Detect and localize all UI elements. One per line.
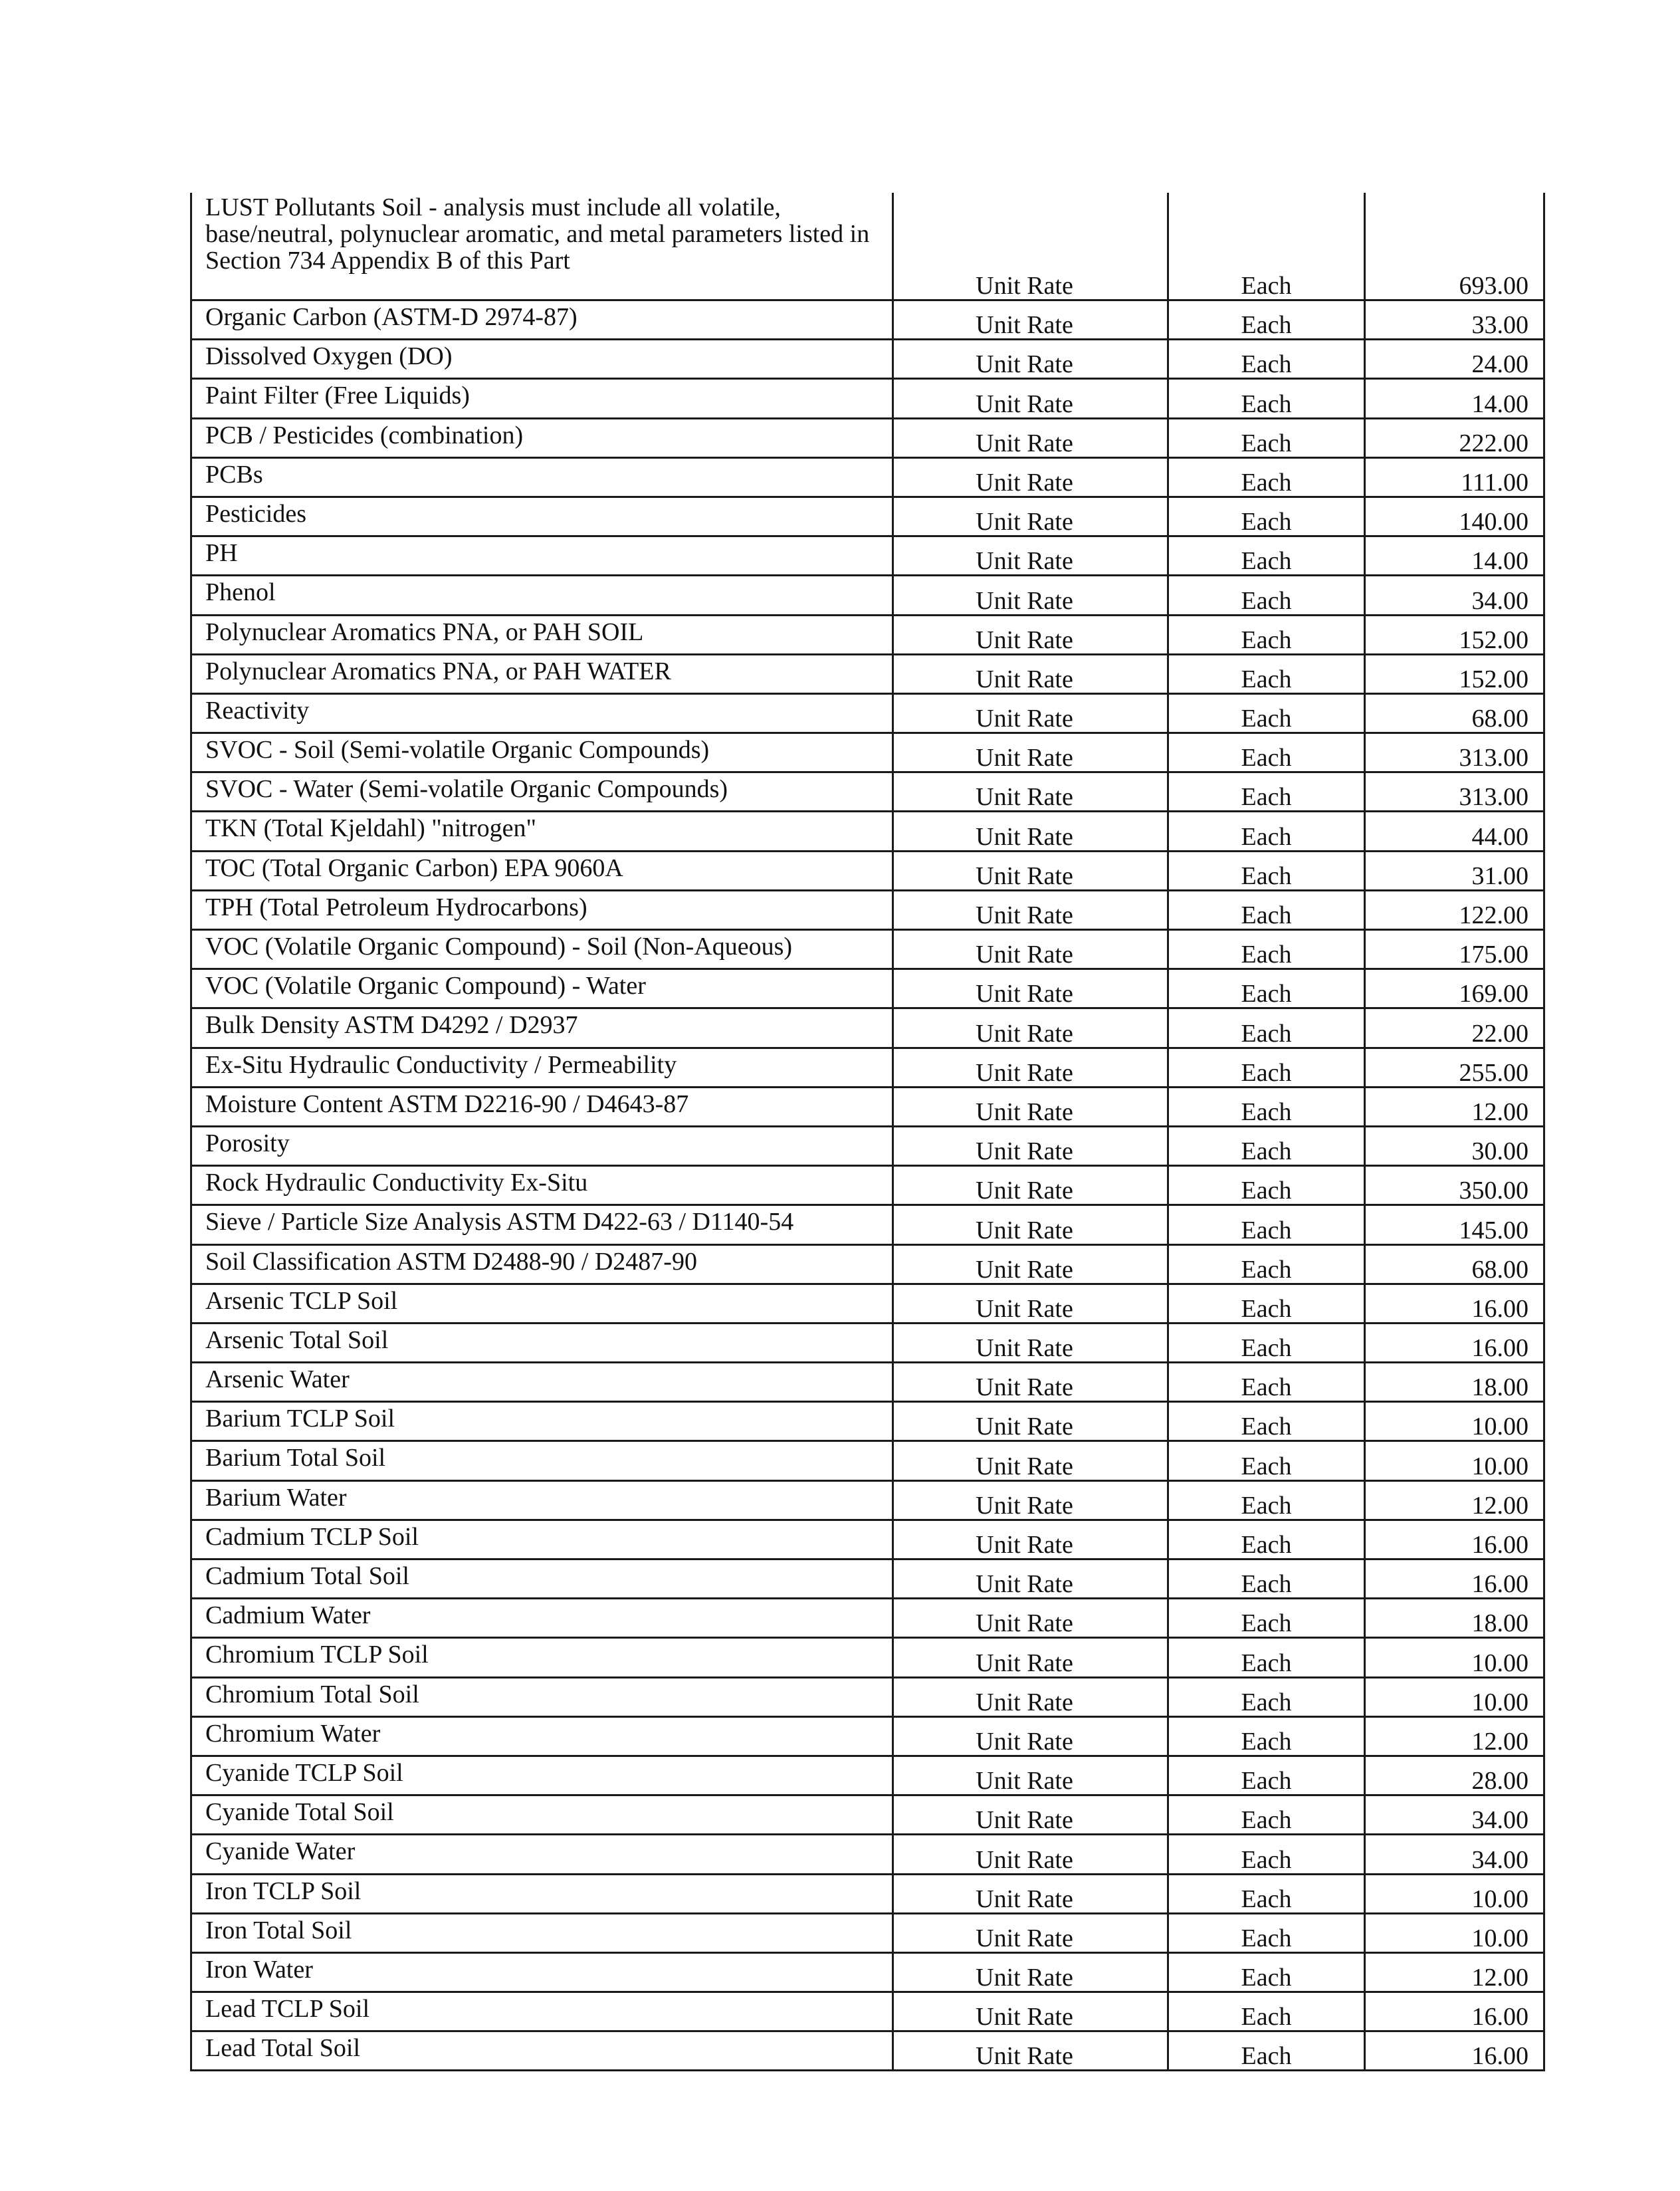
row-rate: 28.00 — [1365, 1756, 1544, 1795]
row-per: Each — [1168, 1166, 1365, 1205]
row-description: Lead Total Soil — [191, 2031, 893, 2071]
row-per: Each — [1168, 457, 1365, 497]
row-description: Chromium Total Soil — [191, 1677, 893, 1716]
row-per: Each — [1168, 1677, 1365, 1716]
row-per: Each — [1168, 1205, 1365, 1244]
row-rate: 10.00 — [1365, 1677, 1544, 1716]
row-unit: Unit Rate — [893, 1126, 1168, 1165]
table-row — [191, 1126, 1544, 1165]
row-per: Each — [1168, 193, 1365, 300]
table-row — [191, 1952, 1544, 1992]
row-rate: 14.00 — [1365, 379, 1544, 418]
row-per: Each — [1168, 733, 1365, 772]
row-per: Each — [1168, 536, 1365, 576]
row-per: Each — [1168, 1599, 1365, 1638]
row-rate: 16.00 — [1365, 1323, 1544, 1362]
row-unit: Unit Rate — [893, 1205, 1168, 1244]
row-description: Arsenic Total Soil — [191, 1323, 893, 1362]
row-description: Rock Hydraulic Conductivity Ex-Situ — [191, 1166, 893, 1205]
table-row — [191, 1480, 1544, 1520]
row-per: Each — [1168, 418, 1365, 457]
table-row — [191, 930, 1544, 969]
row-unit: Unit Rate — [893, 1520, 1168, 1559]
row-rate: 140.00 — [1365, 497, 1544, 536]
row-rate: 12.00 — [1365, 1716, 1544, 1756]
row-per: Each — [1168, 576, 1365, 615]
table-row — [191, 1599, 1544, 1638]
row-unit: Unit Rate — [893, 1992, 1168, 2031]
table-row — [191, 1048, 1544, 1087]
row-unit: Unit Rate — [893, 379, 1168, 418]
row-per: Each — [1168, 1323, 1365, 1362]
row-unit: Unit Rate — [893, 300, 1168, 340]
row-unit: Unit Rate — [893, 1795, 1168, 1835]
row-unit: Unit Rate — [893, 851, 1168, 890]
row-description: Ex-Situ Hydraulic Conductivity / Permeability — [191, 1048, 893, 1087]
row-per: Each — [1168, 1756, 1365, 1795]
row-description: Bulk Density ASTM D4292 / D2937 — [191, 1008, 893, 1048]
table-row — [191, 1638, 1544, 1677]
row-unit: Unit Rate — [893, 1874, 1168, 1913]
row-unit: Unit Rate — [893, 457, 1168, 497]
table-row — [191, 1559, 1544, 1599]
row-per: Each — [1168, 1992, 1365, 2031]
table-row — [191, 1441, 1544, 1480]
row-description: Porosity — [191, 1126, 893, 1165]
row-unit: Unit Rate — [893, 1638, 1168, 1677]
row-rate: 313.00 — [1365, 772, 1544, 812]
row-rate: 68.00 — [1365, 693, 1544, 733]
table-row — [191, 1087, 1544, 1126]
row-rate: 313.00 — [1365, 733, 1544, 772]
row-unit: Unit Rate — [893, 193, 1168, 300]
row-unit: Unit Rate — [893, 930, 1168, 969]
table-row — [191, 1284, 1544, 1323]
row-per: Each — [1168, 1835, 1365, 1874]
row-rate: 16.00 — [1365, 1520, 1544, 1559]
rate-table — [190, 193, 1545, 2071]
row-rate: 152.00 — [1365, 654, 1544, 693]
table-row — [191, 379, 1544, 418]
row-per: Each — [1168, 1874, 1365, 1913]
row-description: VOC (Volatile Organic Compound) - Water — [191, 969, 893, 1008]
row-description: Paint Filter (Free Liquids) — [191, 379, 893, 418]
row-per: Each — [1168, 2031, 1365, 2071]
row-description: Cyanide Water — [191, 1835, 893, 1874]
table-row — [191, 340, 1544, 379]
table-row — [191, 1008, 1544, 1048]
row-unit: Unit Rate — [893, 693, 1168, 733]
row-description: Arsenic Water — [191, 1363, 893, 1402]
row-per: Each — [1168, 1952, 1365, 1992]
row-description: PCB / Pesticides (combination) — [191, 418, 893, 457]
row-unit: Unit Rate — [893, 1402, 1168, 1441]
row-rate: 30.00 — [1365, 1126, 1544, 1165]
row-description: Organic Carbon (ASTM-D 2974-87) — [191, 300, 893, 340]
table-row — [191, 1756, 1544, 1795]
row-rate: 18.00 — [1365, 1363, 1544, 1402]
row-rate: 152.00 — [1365, 615, 1544, 654]
row-unit: Unit Rate — [893, 1952, 1168, 1992]
row-per: Each — [1168, 497, 1365, 536]
row-unit: Unit Rate — [893, 812, 1168, 851]
row-unit: Unit Rate — [893, 1363, 1168, 1402]
row-unit: Unit Rate — [893, 1008, 1168, 1048]
table-row — [191, 1677, 1544, 1716]
row-rate: 255.00 — [1365, 1048, 1544, 1087]
row-description: Cyanide TCLP Soil — [191, 1756, 893, 1795]
row-per: Each — [1168, 851, 1365, 890]
table-row — [191, 1795, 1544, 1835]
row-per: Each — [1168, 969, 1365, 1008]
row-unit: Unit Rate — [893, 1166, 1168, 1205]
row-rate: 122.00 — [1365, 890, 1544, 929]
table-row — [191, 300, 1544, 340]
row-description: Polynuclear Aromatics PNA, or PAH SOIL — [191, 615, 893, 654]
row-unit: Unit Rate — [893, 418, 1168, 457]
row-rate: 44.00 — [1365, 812, 1544, 851]
row-per: Each — [1168, 1795, 1365, 1835]
row-description: Lead TCLP Soil — [191, 1992, 893, 2031]
row-per: Each — [1168, 1284, 1365, 1323]
row-per: Each — [1168, 1244, 1365, 1284]
row-per: Each — [1168, 890, 1365, 929]
table-row — [191, 1323, 1544, 1362]
table-row — [191, 1205, 1544, 1244]
row-unit: Unit Rate — [893, 1835, 1168, 1874]
table-row — [191, 418, 1544, 457]
row-unit: Unit Rate — [893, 2031, 1168, 2071]
table-row — [191, 890, 1544, 929]
row-per: Each — [1168, 1126, 1365, 1165]
row-unit: Unit Rate — [893, 576, 1168, 615]
row-unit: Unit Rate — [893, 654, 1168, 693]
row-per: Each — [1168, 1716, 1365, 1756]
table-row — [191, 1874, 1544, 1913]
row-per: Each — [1168, 1441, 1365, 1480]
row-description: Barium TCLP Soil — [191, 1402, 893, 1441]
row-rate: 12.00 — [1365, 1480, 1544, 1520]
row-rate: 10.00 — [1365, 1638, 1544, 1677]
table-row — [191, 497, 1544, 536]
row-description: Cyanide Total Soil — [191, 1795, 893, 1835]
row-unit: Unit Rate — [893, 497, 1168, 536]
row-description: SVOC - Water (Semi-volatile Organic Compounds) — [191, 772, 893, 812]
row-description: Iron Total Soil — [191, 1913, 893, 1952]
row-per: Each — [1168, 930, 1365, 969]
row-description: Dissolved Oxygen (DO) — [191, 340, 893, 379]
row-description: Polynuclear Aromatics PNA, or PAH WATER — [191, 654, 893, 693]
row-description: Reactivity — [191, 693, 893, 733]
table-row — [191, 693, 1544, 733]
table-row — [191, 1166, 1544, 1205]
row-rate: 34.00 — [1365, 1795, 1544, 1835]
table-row — [191, 1402, 1544, 1441]
row-rate: 111.00 — [1365, 457, 1544, 497]
table-row — [191, 969, 1544, 1008]
row-unit: Unit Rate — [893, 1087, 1168, 1126]
table-row — [191, 193, 1544, 300]
row-description: VOC (Volatile Organic Compound) - Soil (Non-Aqueous) — [191, 930, 893, 969]
table-row — [191, 1363, 1544, 1402]
row-rate: 12.00 — [1365, 1952, 1544, 1992]
table-row — [191, 772, 1544, 812]
row-unit: Unit Rate — [893, 1559, 1168, 1599]
table-row — [191, 536, 1544, 576]
row-per: Each — [1168, 1008, 1365, 1048]
row-unit: Unit Rate — [893, 1048, 1168, 1087]
row-unit: Unit Rate — [893, 1323, 1168, 1362]
row-description: LUST Pollutants Soil - analysis must include all volatile, base/neutral, polynuclear aromatic, and metal parameters listed in Section 734 Appendix B of this Part — [191, 193, 893, 300]
row-description: SVOC - Soil (Semi-volatile Organic Compounds) — [191, 733, 893, 772]
table-row — [191, 733, 1544, 772]
rate-table-body — [191, 193, 1544, 2071]
row-per: Each — [1168, 1048, 1365, 1087]
row-description: TPH (Total Petroleum Hydrocarbons) — [191, 890, 893, 929]
row-rate: 693.00 — [1365, 193, 1544, 300]
row-rate: 10.00 — [1365, 1402, 1544, 1441]
row-per: Each — [1168, 1087, 1365, 1126]
row-unit: Unit Rate — [893, 1284, 1168, 1323]
row-unit: Unit Rate — [893, 1913, 1168, 1952]
row-per: Each — [1168, 379, 1365, 418]
row-per: Each — [1168, 1638, 1365, 1677]
row-rate: 10.00 — [1365, 1913, 1544, 1952]
table-row — [191, 851, 1544, 890]
row-description: Arsenic TCLP Soil — [191, 1284, 893, 1323]
row-description: Sieve / Particle Size Analysis ASTM D422-63 / D1140-54 — [191, 1205, 893, 1244]
row-per: Each — [1168, 654, 1365, 693]
table-row — [191, 1913, 1544, 1952]
row-description: PCBs — [191, 457, 893, 497]
row-unit: Unit Rate — [893, 890, 1168, 929]
row-unit: Unit Rate — [893, 1677, 1168, 1716]
row-per: Each — [1168, 1520, 1365, 1559]
row-rate: 222.00 — [1365, 418, 1544, 457]
row-rate: 169.00 — [1365, 969, 1544, 1008]
row-description: Iron TCLP Soil — [191, 1874, 893, 1913]
row-rate: 16.00 — [1365, 2031, 1544, 2071]
row-rate: 31.00 — [1365, 851, 1544, 890]
row-description: Moisture Content ASTM D2216-90 / D4643-87 — [191, 1087, 893, 1126]
row-unit: Unit Rate — [893, 615, 1168, 654]
row-rate: 18.00 — [1365, 1599, 1544, 1638]
row-per: Each — [1168, 693, 1365, 733]
row-per: Each — [1168, 300, 1365, 340]
row-per: Each — [1168, 1559, 1365, 1599]
row-description: Cadmium TCLP Soil — [191, 1520, 893, 1559]
row-per: Each — [1168, 615, 1365, 654]
row-rate: 12.00 — [1365, 1087, 1544, 1126]
row-rate: 22.00 — [1365, 1008, 1544, 1048]
row-per: Each — [1168, 1402, 1365, 1441]
row-per: Each — [1168, 772, 1365, 812]
row-rate: 24.00 — [1365, 340, 1544, 379]
row-description: Chromium Water — [191, 1716, 893, 1756]
row-unit: Unit Rate — [893, 340, 1168, 379]
row-unit: Unit Rate — [893, 1716, 1168, 1756]
row-rate: 16.00 — [1365, 1992, 1544, 2031]
row-rate: 68.00 — [1365, 1244, 1544, 1284]
row-per: Each — [1168, 1913, 1365, 1952]
row-rate: 145.00 — [1365, 1205, 1544, 1244]
row-description: Barium Water — [191, 1480, 893, 1520]
row-unit: Unit Rate — [893, 1599, 1168, 1638]
table-row — [191, 1520, 1544, 1559]
row-unit: Unit Rate — [893, 1244, 1168, 1284]
row-description: Cadmium Total Soil — [191, 1559, 893, 1599]
row-description: Cadmium Water — [191, 1599, 893, 1638]
table-row — [191, 2031, 1544, 2071]
row-unit: Unit Rate — [893, 733, 1168, 772]
table-row — [191, 1835, 1544, 1874]
row-description: TKN (Total Kjeldahl) "nitrogen" — [191, 812, 893, 851]
row-description: Soil Classification ASTM D2488-90 / D2487-90 — [191, 1244, 893, 1284]
row-rate: 10.00 — [1365, 1441, 1544, 1480]
row-unit: Unit Rate — [893, 969, 1168, 1008]
row-description: Barium Total Soil — [191, 1441, 893, 1480]
table-row — [191, 654, 1544, 693]
table-row — [191, 576, 1544, 615]
row-rate: 33.00 — [1365, 300, 1544, 340]
row-rate: 34.00 — [1365, 1835, 1544, 1874]
row-description: Chromium TCLP Soil — [191, 1638, 893, 1677]
table-row — [191, 1244, 1544, 1284]
table-row — [191, 457, 1544, 497]
row-per: Each — [1168, 1363, 1365, 1402]
row-description: PH — [191, 536, 893, 576]
row-description: Phenol — [191, 576, 893, 615]
row-unit: Unit Rate — [893, 772, 1168, 812]
row-rate: 16.00 — [1365, 1284, 1544, 1323]
row-per: Each — [1168, 340, 1365, 379]
row-unit: Unit Rate — [893, 1441, 1168, 1480]
row-rate: 175.00 — [1365, 930, 1544, 969]
row-rate: 10.00 — [1365, 1874, 1544, 1913]
row-rate: 350.00 — [1365, 1166, 1544, 1205]
row-unit: Unit Rate — [893, 1756, 1168, 1795]
table-row — [191, 1716, 1544, 1756]
table-row — [191, 1992, 1544, 2031]
row-unit: Unit Rate — [893, 536, 1168, 576]
row-unit: Unit Rate — [893, 1480, 1168, 1520]
table-row — [191, 615, 1544, 654]
row-description: TOC (Total Organic Carbon) EPA 9060A — [191, 851, 893, 890]
row-per: Each — [1168, 812, 1365, 851]
table-row — [191, 812, 1544, 851]
row-rate: 34.00 — [1365, 576, 1544, 615]
row-description: Pesticides — [191, 497, 893, 536]
row-rate: 16.00 — [1365, 1559, 1544, 1599]
row-description: Iron Water — [191, 1952, 893, 1992]
row-per: Each — [1168, 1480, 1365, 1520]
row-rate: 14.00 — [1365, 536, 1544, 576]
